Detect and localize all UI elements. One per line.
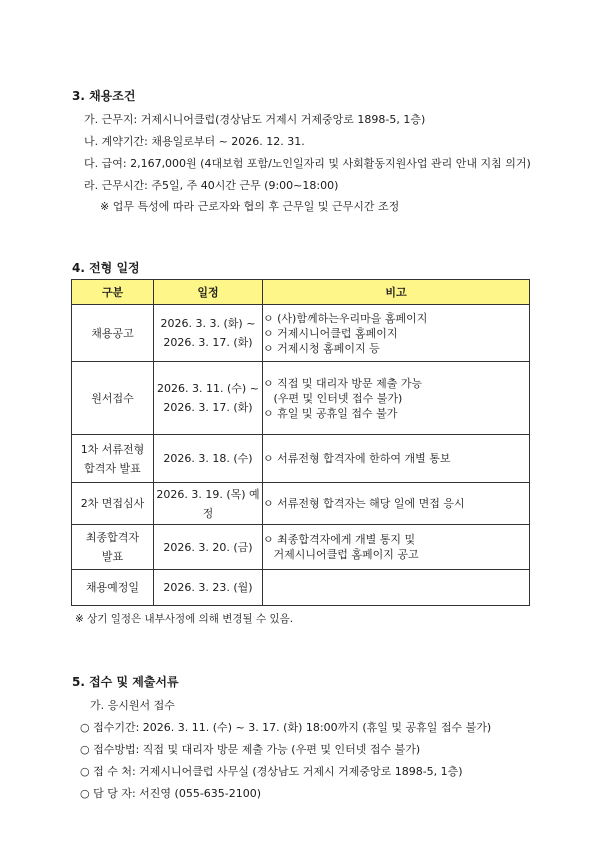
row-schedule: 2026. 3. 20. (금) [154, 525, 263, 570]
table-row [72, 435, 530, 483]
row-category: 채용공고 [72, 305, 154, 362]
contact-person: ○ 담 당 자: 서진영 (055-635-2100) [80, 787, 262, 800]
header-category: 구분 [72, 280, 154, 305]
table-row [72, 483, 530, 525]
row-remarks: ㅇ 서류전형 합격자는 해당 일에 면접 응시 [263, 483, 530, 525]
schedule-footnote: ※ 상기 일정은 내부사정에 의해 변경될 수 있음. [75, 613, 294, 625]
working-hours: 라. 근무시간: 주5일, 주 40시간 근무 (9:00~18:00) [84, 179, 339, 192]
row-category: 1차 서류전형 합격자 발표 [72, 435, 154, 483]
work-location: 가. 근무지: 거제시니어클럽(경상남도 거제시 거제중앙로 1898-5, 1층) [84, 113, 426, 126]
row-schedule: 2026. 3. 11. (수) ~ 2026. 3. 17. (화) [154, 362, 263, 435]
section3-note: ※ 업무 특성에 따라 근로자와 협의 후 근무일 및 근무시간 조정 [100, 200, 400, 213]
row-remarks: ㅇ 직접 및 대리자 방문 제출 가능 (우편 및 인터넷 접수 불가) ㅇ 휴일 및 공휴일 접수 불가 [263, 362, 530, 435]
row-remarks: ㅇ 최종합격자에게 개별 통지 및 거제시니어클럽 홈페이지 공고 [263, 525, 530, 570]
application-method: ○ 접수방법: 직접 및 대리자 방문 제출 가능 (우편 및 인터넷 접수 불가) [80, 743, 421, 756]
contract-period: 나. 계약기간: 채용일로부터 ~ 2026. 12. 31. [84, 135, 305, 148]
schedule-table [71, 279, 530, 606]
table-header-row [72, 280, 530, 305]
header-remarks: 비고 [263, 280, 530, 305]
row-category: 채용예정일 [72, 570, 154, 606]
table-row [72, 362, 530, 435]
table-row [72, 305, 530, 362]
table-row [72, 525, 530, 570]
section4-title: 4. 전형 일정 [72, 261, 140, 275]
row-remarks: ㅇ (사)함께하는우리마을 홈페이지 ㅇ 거제시니어클럽 홈페이지 ㅇ 거제시청 홈페이지 등 [263, 305, 530, 362]
row-schedule: 2026. 3. 19. (목) 예정 [154, 483, 263, 525]
section5-subtitle: 가. 응시원서 접수 [90, 699, 175, 712]
header-schedule: 일정 [154, 280, 263, 305]
application-period: ○ 접수기간: 2026. 3. 11. (수) ~ 3. 17. (화) 18:00까지 (휴일 및 공휴일 접수 불가) [80, 721, 492, 734]
row-category: 2차 면접심사 [72, 483, 154, 525]
row-schedule: 2026. 3. 18. (수) [154, 435, 263, 483]
application-office: ○ 접 수 처: 거제시니어클럽 사무실 (경상남도 거제시 거제중앙로 1898-5, 1층) [80, 765, 463, 778]
row-schedule: 2026. 3. 23. (월) [154, 570, 263, 606]
section5-title: 5. 접수 및 제출서류 [72, 675, 179, 689]
table-row [72, 570, 530, 606]
row-remarks: ㅇ 서류전형 합격자에 한하여 개별 통보 [263, 435, 530, 483]
section3-title: 3. 채용조건 [72, 89, 136, 103]
row-category: 최종합격자 발표 [72, 525, 154, 570]
row-category: 원서접수 [72, 362, 154, 435]
row-remarks [263, 570, 530, 606]
salary: 다. 급여: 2,167,000원 (4대보험 포함/노인일자리 및 사회활동지원사업 관리 안내 지침 의거) [84, 157, 531, 170]
row-schedule: 2026. 3. 3. (화) ~ 2026. 3. 17. (화) [154, 305, 263, 362]
